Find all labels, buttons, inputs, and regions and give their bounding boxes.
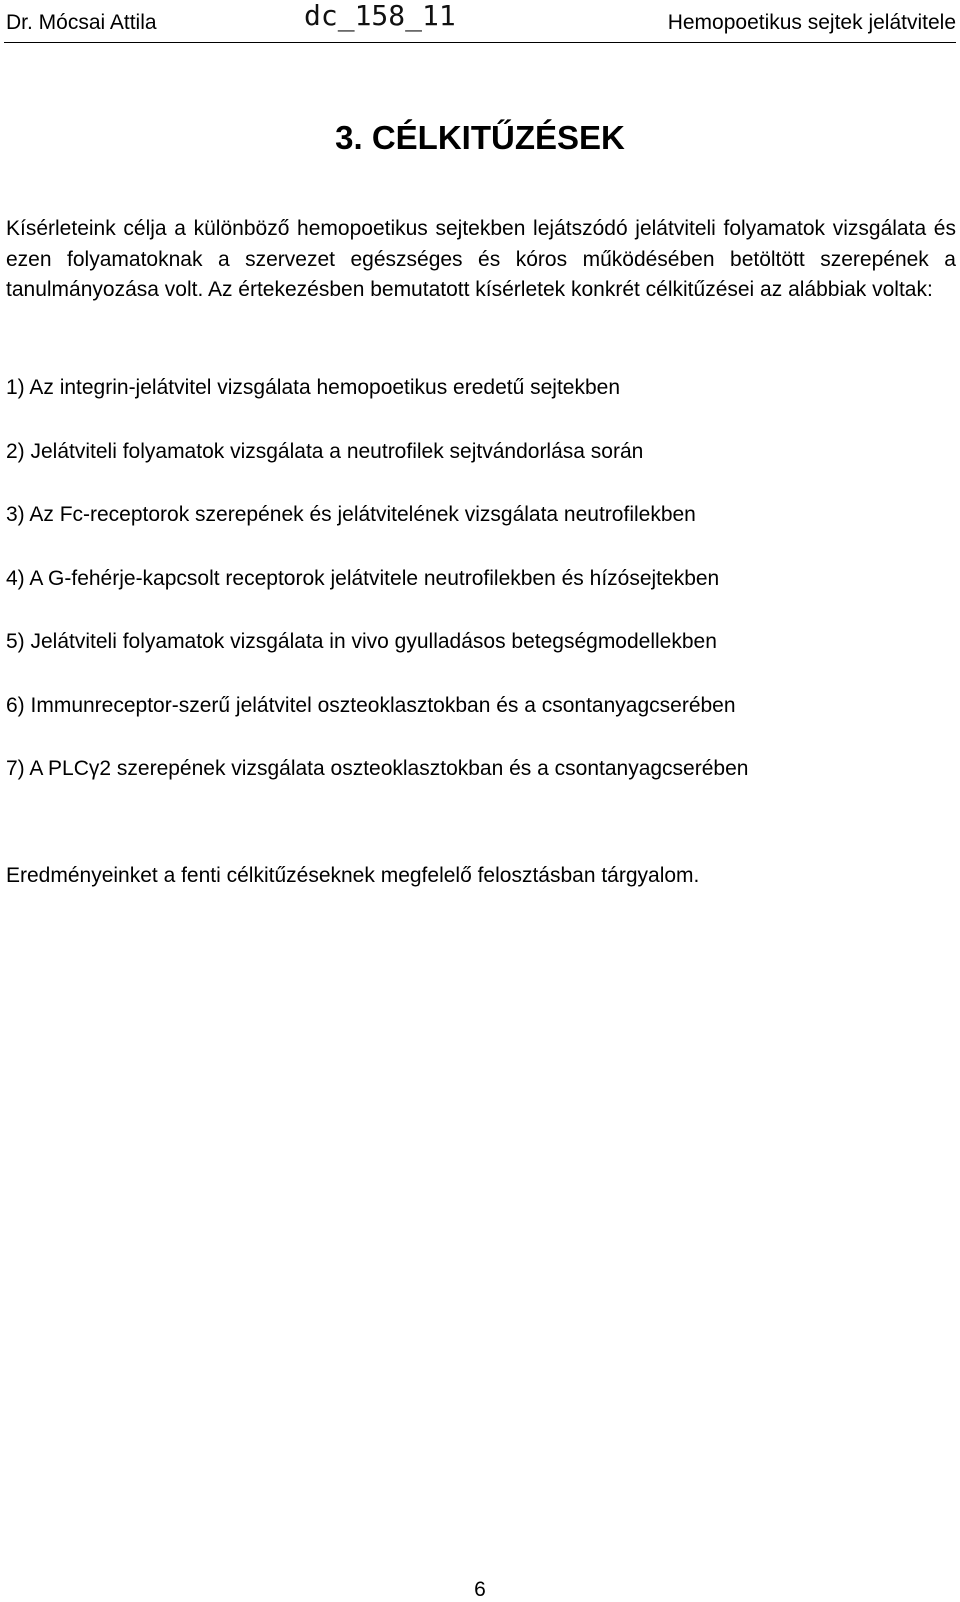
- chapter-title: 3. CÉLKITŰZÉSEK: [335, 119, 625, 157]
- page-number: 6: [474, 1578, 486, 1601]
- intro-paragraph: Kísérleteink célja a különböző hemopoetikus sejtekben lejátszódó jelátviteli folyamatok vizsgálata és ezen folyamatoknak a szervezet egészséges és kóros működésében betöltött szerepének a tanulmányozása volt. Az értekezésben bemutatott kísérletek konkrét célkitűzései az alábbiak voltak:: [6, 217, 956, 301]
- objective-item: 4) A G-fehérje-kapcsolt receptorok jelátvitele neutrofilekben és hízósejtekben: [6, 566, 720, 590]
- header-title: Hemopoetikus sejtek jelátvitele: [667, 11, 956, 34]
- objective-item: 7) A PLCγ2 szerepének vizsgálata oszteoklasztokban és a csontanyagcserében: [6, 757, 749, 780]
- header-author: Dr. Mócsai Attila: [6, 11, 157, 34]
- objective-item: 1) Az integrin-jelátvitel vizsgálata hemopoetikus eredetű sejtekben: [6, 376, 621, 399]
- objective-item: 2) Jelátviteli folyamatok vizsgálata a neutrofilek sejtvándorlása során: [6, 439, 644, 463]
- objective-item: 5) Jelátviteli folyamatok vizsgálata in vivo gyulladásos betegségmodellekben: [6, 630, 717, 653]
- header-document-code: dc_158_11: [304, 0, 456, 32]
- objective-item: 3) Az Fc-receptorok szerepének és jelátvitelének vizsgálata neutrofilekben: [6, 503, 696, 526]
- objectives-list: [6, 374, 956, 819]
- conclusion-paragraph: Eredményeinket a fenti célkitűzéseknek megfelelő felosztásban tárgyalom.: [6, 864, 700, 887]
- objective-item: 6) Immunreceptor-szerű jelátvitel oszteoklasztokban és a csontanyagcserében: [6, 693, 736, 717]
- header-divider: [4, 42, 956, 43]
